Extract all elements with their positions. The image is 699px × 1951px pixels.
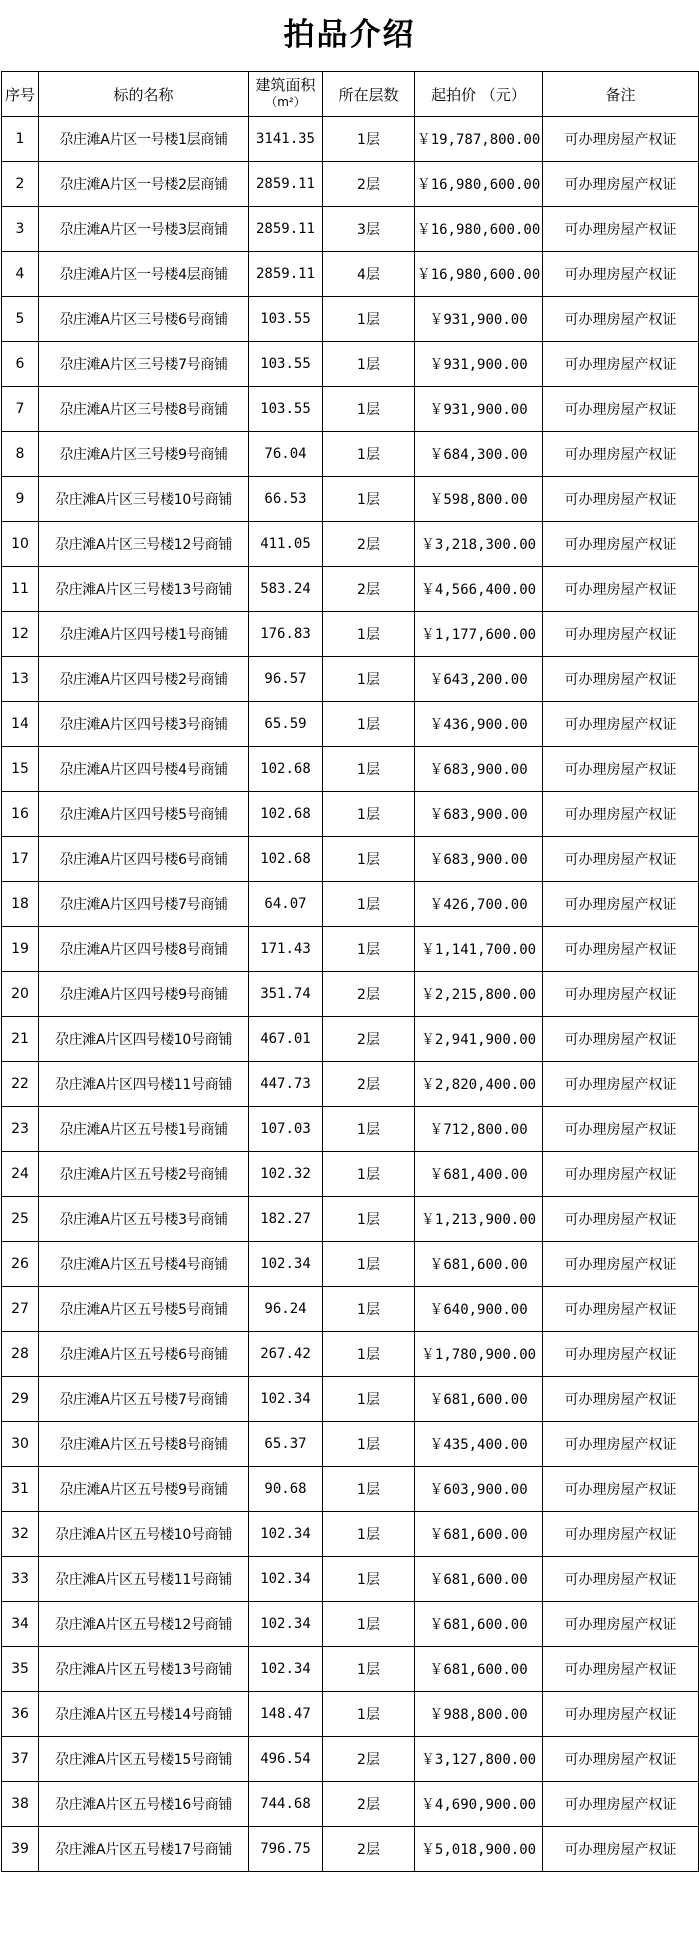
cell-note: 可办理房屋产权证 <box>543 342 699 387</box>
cell-floor: 2层 <box>323 162 415 207</box>
cell-starting-price: ￥435,400.00 <box>415 1422 543 1467</box>
cell-starting-price: ￥2,820,400.00 <box>415 1062 543 1107</box>
cell-floor: 1层 <box>323 1467 415 1512</box>
cell-floor: 1层 <box>323 1152 415 1197</box>
cell-starting-price: ￥681,600.00 <box>415 1647 543 1692</box>
cell-index: 9 <box>2 477 39 522</box>
table-row <box>2 1512 699 1557</box>
table-row <box>2 1107 699 1152</box>
cell-starting-price: ￥681,600.00 <box>415 1602 543 1647</box>
cell-index: 6 <box>2 342 39 387</box>
table-header-row <box>2 72 699 117</box>
cell-starting-price: ￥436,900.00 <box>415 702 543 747</box>
cell-item-name: 尕庄滩A片区四号楼4号商铺 <box>39 747 249 792</box>
table-row <box>2 1152 699 1197</box>
cell-index: 7 <box>2 387 39 432</box>
cell-area: 583.24 <box>249 567 323 612</box>
cell-starting-price: ￥684,300.00 <box>415 432 543 477</box>
cell-note: 可办理房屋产权证 <box>543 567 699 612</box>
cell-note: 可办理房屋产权证 <box>543 1242 699 1287</box>
cell-index: 29 <box>2 1377 39 1422</box>
cell-note: 可办理房屋产权证 <box>543 747 699 792</box>
cell-item-name: 尕庄滩A片区五号楼9号商铺 <box>39 1467 249 1512</box>
cell-index: 14 <box>2 702 39 747</box>
cell-index: 1 <box>2 117 39 162</box>
cell-starting-price: ￥643,200.00 <box>415 657 543 702</box>
table-row <box>2 792 699 837</box>
cell-area: 76.04 <box>249 432 323 477</box>
cell-index: 37 <box>2 1737 39 1782</box>
cell-starting-price: ￥988,800.00 <box>415 1692 543 1737</box>
cell-floor: 1层 <box>323 1242 415 1287</box>
cell-floor: 4层 <box>323 252 415 297</box>
cell-floor: 1层 <box>323 1377 415 1422</box>
cell-item-name: 尕庄滩A片区五号楼7号商铺 <box>39 1377 249 1422</box>
cell-index: 28 <box>2 1332 39 1377</box>
cell-index: 18 <box>2 882 39 927</box>
cell-index: 39 <box>2 1827 39 1872</box>
cell-note: 可办理房屋产权证 <box>543 882 699 927</box>
cell-floor: 1层 <box>323 1287 415 1332</box>
cell-item-name: 尕庄滩A片区一号楼3层商铺 <box>39 207 249 252</box>
cell-index: 5 <box>2 297 39 342</box>
cell-starting-price: ￥640,900.00 <box>415 1287 543 1332</box>
cell-item-name: 尕庄滩A片区四号楼7号商铺 <box>39 882 249 927</box>
cell-starting-price: ￥3,127,800.00 <box>415 1737 543 1782</box>
cell-starting-price: ￥2,941,900.00 <box>415 1017 543 1062</box>
cell-note: 可办理房屋产权证 <box>543 972 699 1017</box>
cell-note: 可办理房屋产权证 <box>543 1062 699 1107</box>
table-row <box>2 162 699 207</box>
cell-area: 102.34 <box>249 1512 323 1557</box>
cell-floor: 1层 <box>323 1557 415 1602</box>
cell-note: 可办理房屋产权证 <box>543 1377 699 1422</box>
cell-area: 102.34 <box>249 1602 323 1647</box>
cell-floor: 2层 <box>323 1062 415 1107</box>
cell-starting-price: ￥681,600.00 <box>415 1512 543 1557</box>
table-row <box>2 432 699 477</box>
header-note: 备注 <box>543 72 699 117</box>
cell-note: 可办理房屋产权证 <box>543 1737 699 1782</box>
cell-area: 351.74 <box>249 972 323 1017</box>
cell-item-name: 尕庄滩A片区三号楼10号商铺 <box>39 477 249 522</box>
cell-floor: 1层 <box>323 1197 415 1242</box>
cell-floor: 1层 <box>323 1107 415 1152</box>
cell-note: 可办理房屋产权证 <box>543 1422 699 1467</box>
cell-area: 267.42 <box>249 1332 323 1377</box>
cell-area: 411.05 <box>249 522 323 567</box>
cell-item-name: 尕庄滩A片区五号楼11号商铺 <box>39 1557 249 1602</box>
cell-index: 34 <box>2 1602 39 1647</box>
cell-index: 26 <box>2 1242 39 1287</box>
table-row <box>2 117 699 162</box>
cell-note: 可办理房屋产权证 <box>543 477 699 522</box>
cell-floor: 1层 <box>323 477 415 522</box>
cell-starting-price: ￥683,900.00 <box>415 792 543 837</box>
table-row <box>2 1827 699 1872</box>
cell-item-name: 尕庄滩A片区五号楼15号商铺 <box>39 1737 249 1782</box>
cell-index: 27 <box>2 1287 39 1332</box>
cell-starting-price: ￥426,700.00 <box>415 882 543 927</box>
cell-area: 2859.11 <box>249 162 323 207</box>
cell-floor: 1层 <box>323 837 415 882</box>
cell-note: 可办理房屋产权证 <box>543 522 699 567</box>
cell-index: 21 <box>2 1017 39 1062</box>
cell-starting-price: ￥598,800.00 <box>415 477 543 522</box>
cell-starting-price: ￥681,600.00 <box>415 1242 543 1287</box>
cell-note: 可办理房屋产权证 <box>543 657 699 702</box>
cell-floor: 1层 <box>323 927 415 972</box>
cell-area: 102.32 <box>249 1152 323 1197</box>
header-area-label: 建筑面积 <box>255 76 316 94</box>
cell-index: 2 <box>2 162 39 207</box>
table-row <box>2 837 699 882</box>
cell-note: 可办理房屋产权证 <box>543 1467 699 1512</box>
cell-floor: 1层 <box>323 1422 415 1467</box>
cell-item-name: 尕庄滩A片区四号楼10号商铺 <box>39 1017 249 1062</box>
header-index: 序号 <box>2 72 39 117</box>
cell-note: 可办理房屋产权证 <box>543 612 699 657</box>
cell-floor: 1层 <box>323 297 415 342</box>
cell-note: 可办理房屋产权证 <box>543 252 699 297</box>
cell-index: 35 <box>2 1647 39 1692</box>
cell-item-name: 尕庄滩A片区一号楼2层商铺 <box>39 162 249 207</box>
cell-item-name: 尕庄滩A片区五号楼6号商铺 <box>39 1332 249 1377</box>
cell-starting-price: ￥712,800.00 <box>415 1107 543 1152</box>
cell-note: 可办理房屋产权证 <box>543 927 699 972</box>
cell-starting-price: ￥2,215,800.00 <box>415 972 543 1017</box>
table-row <box>2 522 699 567</box>
cell-index: 23 <box>2 1107 39 1152</box>
cell-starting-price: ￥683,900.00 <box>415 747 543 792</box>
cell-area: 107.03 <box>249 1107 323 1152</box>
cell-note: 可办理房屋产权证 <box>543 1692 699 1737</box>
cell-starting-price: ￥1,177,600.00 <box>415 612 543 657</box>
cell-floor: 2层 <box>323 567 415 612</box>
cell-index: 13 <box>2 657 39 702</box>
cell-item-name: 尕庄滩A片区五号楼5号商铺 <box>39 1287 249 1332</box>
cell-area: 102.34 <box>249 1242 323 1287</box>
cell-area: 148.47 <box>249 1692 323 1737</box>
table-row <box>2 1422 699 1467</box>
cell-starting-price: ￥3,218,300.00 <box>415 522 543 567</box>
cell-item-name: 尕庄滩A片区五号楼8号商铺 <box>39 1422 249 1467</box>
cell-floor: 2层 <box>323 1017 415 1062</box>
table-row <box>2 1557 699 1602</box>
cell-area: 182.27 <box>249 1197 323 1242</box>
table-row <box>2 567 699 612</box>
cell-item-name: 尕庄滩A片区四号楼2号商铺 <box>39 657 249 702</box>
cell-index: 15 <box>2 747 39 792</box>
cell-note: 可办理房屋产权证 <box>543 1152 699 1197</box>
table-row <box>2 657 699 702</box>
cell-floor: 1层 <box>323 882 415 927</box>
cell-item-name: 尕庄滩A片区四号楼6号商铺 <box>39 837 249 882</box>
table-row <box>2 297 699 342</box>
cell-area: 103.55 <box>249 387 323 432</box>
cell-item-name: 尕庄滩A片区三号楼12号商铺 <box>39 522 249 567</box>
table-row <box>2 1782 699 1827</box>
cell-index: 12 <box>2 612 39 657</box>
table-row <box>2 387 699 432</box>
blank-spreadsheet-row <box>0 1914 699 1951</box>
cell-area: 467.01 <box>249 1017 323 1062</box>
cell-floor: 2层 <box>323 522 415 567</box>
cell-floor: 1层 <box>323 432 415 477</box>
cell-item-name: 尕庄滩A片区四号楼1号商铺 <box>39 612 249 657</box>
header-area-unit: （m²） <box>265 95 306 109</box>
cell-index: 3 <box>2 207 39 252</box>
cell-floor: 1层 <box>323 747 415 792</box>
auction-items-table <box>1 71 699 1872</box>
cell-index: 30 <box>2 1422 39 1467</box>
cell-starting-price: ￥16,980,600.00 <box>415 162 543 207</box>
table-row <box>2 342 699 387</box>
cell-item-name: 尕庄滩A片区五号楼1号商铺 <box>39 1107 249 1152</box>
cell-area: 171.43 <box>249 927 323 972</box>
cell-area: 102.34 <box>249 1557 323 1602</box>
table-row <box>2 972 699 1017</box>
cell-starting-price: ￥681,400.00 <box>415 1152 543 1197</box>
table-row <box>2 1647 699 1692</box>
cell-item-name: 尕庄滩A片区三号楼13号商铺 <box>39 567 249 612</box>
cell-note: 可办理房屋产权证 <box>543 1197 699 1242</box>
cell-starting-price: ￥19,787,800.00 <box>415 117 543 162</box>
cell-area: 102.68 <box>249 747 323 792</box>
table-row <box>2 252 699 297</box>
cell-index: 10 <box>2 522 39 567</box>
table-row <box>2 207 699 252</box>
cell-note: 可办理房屋产权证 <box>543 1287 699 1332</box>
cell-index: 4 <box>2 252 39 297</box>
page-title: 拍品介绍 <box>283 17 416 53</box>
cell-area: 3141.35 <box>249 117 323 162</box>
cell-index: 24 <box>2 1152 39 1197</box>
cell-starting-price: ￥681,600.00 <box>415 1557 543 1602</box>
cell-item-name: 尕庄滩A片区五号楼16号商铺 <box>39 1782 249 1827</box>
cell-item-name: 尕庄滩A片区四号楼8号商铺 <box>39 927 249 972</box>
cell-starting-price: ￥683,900.00 <box>415 837 543 882</box>
table-row <box>2 702 699 747</box>
cell-area: 796.75 <box>249 1827 323 1872</box>
cell-starting-price: ￥1,213,900.00 <box>415 1197 543 1242</box>
cell-item-name: 尕庄滩A片区五号楼4号商铺 <box>39 1242 249 1287</box>
cell-area: 102.68 <box>249 792 323 837</box>
cell-note: 可办理房屋产权证 <box>543 1827 699 1872</box>
cell-area: 447.73 <box>249 1062 323 1107</box>
cell-note: 可办理房屋产权证 <box>543 792 699 837</box>
cell-note: 可办理房屋产权证 <box>543 207 699 252</box>
cell-area: 96.24 <box>249 1287 323 1332</box>
cell-area: 66.53 <box>249 477 323 522</box>
cell-index: 20 <box>2 972 39 1017</box>
table-row <box>2 1737 699 1782</box>
table-row <box>2 747 699 792</box>
cell-item-name: 尕庄滩A片区五号楼3号商铺 <box>39 1197 249 1242</box>
cell-floor: 2层 <box>323 1827 415 1872</box>
cell-area: 65.37 <box>249 1422 323 1467</box>
cell-starting-price: ￥5,018,900.00 <box>415 1827 543 1872</box>
cell-area: 102.34 <box>249 1377 323 1422</box>
cell-item-name: 尕庄滩A片区五号楼2号商铺 <box>39 1152 249 1197</box>
cell-starting-price: ￥931,900.00 <box>415 387 543 432</box>
cell-note: 可办理房屋产权证 <box>543 432 699 477</box>
cell-area: 65.59 <box>249 702 323 747</box>
table-row <box>2 1242 699 1287</box>
table-row <box>2 477 699 522</box>
cell-floor: 2层 <box>323 1737 415 1782</box>
cell-floor: 2层 <box>323 1782 415 1827</box>
table-row <box>2 927 699 972</box>
table-row <box>2 1287 699 1332</box>
table-row <box>2 1332 699 1377</box>
table-row <box>2 1467 699 1512</box>
cell-floor: 1层 <box>323 387 415 432</box>
cell-item-name: 尕庄滩A片区三号楼6号商铺 <box>39 297 249 342</box>
cell-index: 17 <box>2 837 39 882</box>
cell-index: 22 <box>2 1062 39 1107</box>
cell-note: 可办理房屋产权证 <box>543 297 699 342</box>
cell-floor: 1层 <box>323 792 415 837</box>
cell-index: 31 <box>2 1467 39 1512</box>
cell-area: 103.55 <box>249 342 323 387</box>
cell-item-name: 尕庄滩A片区五号楼10号商铺 <box>39 1512 249 1557</box>
header-name: 标的名称 <box>39 72 249 117</box>
cell-note: 可办理房屋产权证 <box>543 702 699 747</box>
cell-item-name: 尕庄滩A片区五号楼13号商铺 <box>39 1647 249 1692</box>
cell-item-name: 尕庄滩A片区一号楼1层商铺 <box>39 117 249 162</box>
cell-index: 33 <box>2 1557 39 1602</box>
cell-starting-price: ￥16,980,600.00 <box>415 207 543 252</box>
cell-note: 可办理房屋产权证 <box>543 117 699 162</box>
cell-item-name: 尕庄滩A片区一号楼4层商铺 <box>39 252 249 297</box>
cell-starting-price: ￥4,566,400.00 <box>415 567 543 612</box>
cell-floor: 3层 <box>323 207 415 252</box>
cell-area: 2859.11 <box>249 252 323 297</box>
cell-area: 102.34 <box>249 1647 323 1692</box>
cell-item-name: 尕庄滩A片区四号楼9号商铺 <box>39 972 249 1017</box>
cell-area: 90.68 <box>249 1467 323 1512</box>
cell-starting-price: ￥931,900.00 <box>415 342 543 387</box>
cell-area: 64.07 <box>249 882 323 927</box>
cell-note: 可办理房屋产权证 <box>543 1017 699 1062</box>
table-body <box>2 117 699 1872</box>
cell-index: 19 <box>2 927 39 972</box>
table-row <box>2 1062 699 1107</box>
table-row <box>2 882 699 927</box>
cell-floor: 1层 <box>323 1692 415 1737</box>
table-row <box>2 612 699 657</box>
cell-index: 8 <box>2 432 39 477</box>
cell-note: 可办理房屋产权证 <box>543 837 699 882</box>
cell-note: 可办理房屋产权证 <box>543 1107 699 1152</box>
cell-item-name: 尕庄滩A片区四号楼3号商铺 <box>39 702 249 747</box>
cell-floor: 1层 <box>323 117 415 162</box>
cell-floor: 1层 <box>323 612 415 657</box>
cell-floor: 1层 <box>323 1512 415 1557</box>
cell-floor: 1层 <box>323 702 415 747</box>
table-row <box>2 1377 699 1422</box>
cell-item-name: 尕庄滩A片区三号楼9号商铺 <box>39 432 249 477</box>
cell-area: 103.55 <box>249 297 323 342</box>
cell-starting-price: ￥16,980,600.00 <box>415 252 543 297</box>
cell-note: 可办理房屋产权证 <box>543 1332 699 1377</box>
cell-note: 可办理房屋产权证 <box>543 1557 699 1602</box>
cell-starting-price: ￥681,600.00 <box>415 1377 543 1422</box>
cell-note: 可办理房屋产权证 <box>543 1512 699 1557</box>
cell-item-name: 尕庄滩A片区三号楼7号商铺 <box>39 342 249 387</box>
cell-floor: 1层 <box>323 657 415 702</box>
cell-floor: 1层 <box>323 1647 415 1692</box>
cell-area: 744.68 <box>249 1782 323 1827</box>
cell-starting-price: ￥1,780,900.00 <box>415 1332 543 1377</box>
cell-item-name: 尕庄滩A片区三号楼8号商铺 <box>39 387 249 432</box>
cell-index: 16 <box>2 792 39 837</box>
cell-note: 可办理房屋产权证 <box>543 162 699 207</box>
table-row <box>2 1197 699 1242</box>
cell-area: 102.68 <box>249 837 323 882</box>
cell-note: 可办理房屋产权证 <box>543 1647 699 1692</box>
cell-item-name: 尕庄滩A片区四号楼11号商铺 <box>39 1062 249 1107</box>
cell-item-name: 尕庄滩A片区五号楼12号商铺 <box>39 1602 249 1647</box>
cell-starting-price: ￥4,690,900.00 <box>415 1782 543 1827</box>
cell-index: 25 <box>2 1197 39 1242</box>
cell-area: 496.54 <box>249 1737 323 1782</box>
cell-starting-price: ￥603,900.00 <box>415 1467 543 1512</box>
cell-floor: 2层 <box>323 972 415 1017</box>
cell-note: 可办理房屋产权证 <box>543 1782 699 1827</box>
cell-note: 可办理房屋产权证 <box>543 387 699 432</box>
header-floor: 所在层数 <box>323 72 415 117</box>
cell-index: 11 <box>2 567 39 612</box>
table-row <box>2 1017 699 1062</box>
header-area <box>249 72 323 117</box>
cell-starting-price: ￥931,900.00 <box>415 297 543 342</box>
cell-starting-price: ￥1,141,700.00 <box>415 927 543 972</box>
cell-note: 可办理房屋产权证 <box>543 1602 699 1647</box>
header-price: 起拍价 （元） <box>415 72 543 117</box>
cell-index: 36 <box>2 1692 39 1737</box>
cell-floor: 1层 <box>323 342 415 387</box>
cell-index: 32 <box>2 1512 39 1557</box>
cell-floor: 1层 <box>323 1602 415 1647</box>
table-row <box>2 1602 699 1647</box>
cell-floor: 1层 <box>323 1332 415 1377</box>
cell-area: 176.83 <box>249 612 323 657</box>
cell-area: 2859.11 <box>249 207 323 252</box>
cell-item-name: 尕庄滩A片区五号楼17号商铺 <box>39 1827 249 1872</box>
cell-area: 96.57 <box>249 657 323 702</box>
cell-index: 38 <box>2 1782 39 1827</box>
cell-item-name: 尕庄滩A片区四号楼5号商铺 <box>39 792 249 837</box>
table-row <box>2 1692 699 1737</box>
cell-item-name: 尕庄滩A片区五号楼14号商铺 <box>39 1692 249 1737</box>
